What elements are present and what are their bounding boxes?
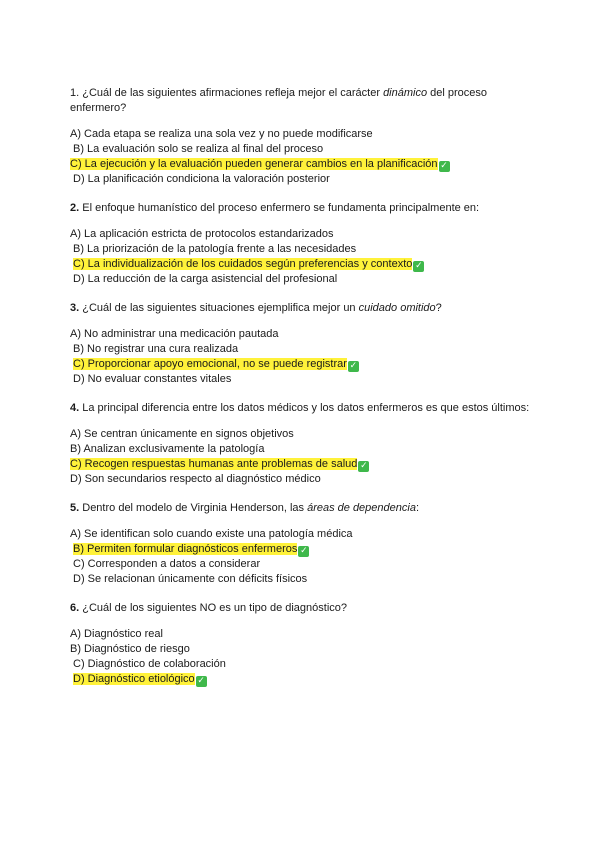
answer-option-correct (70, 157, 540, 172)
answer-option-text: C) Corresponden a datos a considerar (73, 558, 261, 570)
answer-option-text: C) Recogen respuestas humanas ante problemas de salud (70, 458, 358, 470)
answer-option-text: D) Diagnóstico etiológico (73, 673, 195, 685)
check-mark-icon: ✓ (415, 261, 423, 271)
question-text: El enfoque humanístico del proceso enfermero se fundamenta principalmente en: (82, 202, 480, 214)
answer-option-text: D) La planificación condiciona la valoración posterior (73, 173, 330, 185)
question-number: 2. (70, 202, 80, 214)
question-emphasis: cuidado omitido (358, 302, 436, 314)
answer-option (70, 142, 540, 157)
answer-option (70, 657, 540, 672)
question-text-end: : (415, 502, 420, 514)
question-emphasis: dinámico (383, 87, 428, 99)
question-number: 5. (70, 502, 80, 514)
answer-option-correct (70, 672, 540, 687)
question-stem (70, 86, 540, 116)
question-text-end: del proceso enfermero? (70, 87, 488, 114)
answer-option-text: D) No evaluar constantes vitales (73, 373, 232, 385)
answer-option-correct (70, 257, 540, 272)
answer-option-text: D) Son secundarios respecto al diagnóstico médico (70, 473, 321, 485)
answer-option (70, 442, 540, 457)
answer-option (70, 327, 540, 342)
answer-option-text: B) No registrar una cura realizada (73, 343, 239, 355)
question-text-end: ? (435, 302, 442, 314)
check-mark-icon: ✓ (197, 676, 205, 686)
answer-option-text: D) La reducción de la carga asistencial del profesional (73, 273, 338, 285)
question-3 (70, 301, 540, 387)
answer-option-text: A) No administrar una medicación pautada (70, 328, 279, 340)
check-mark-icon: ✓ (300, 546, 308, 556)
question-text: ¿Cuál de las siguientes afirmaciones refleja mejor el carácter (82, 87, 384, 99)
answer-option-text: C) La ejecución y la evaluación pueden generar cambios en la planificación (70, 158, 438, 170)
question-text: Dentro del modelo de Virginia Henderson, las (82, 502, 308, 514)
question-number: 1. (70, 87, 80, 99)
question-stem (70, 301, 540, 316)
answer-option (70, 342, 540, 357)
answer-option-text: B) Diagnóstico de riesgo (70, 643, 190, 655)
question-number: 6. (70, 602, 80, 614)
answer-option-correct (70, 357, 540, 372)
answer-option (70, 427, 540, 442)
answer-option-text: B) Analizan exclusivamente la patología (70, 443, 265, 455)
answer-option-text: A) Se identifican solo cuando existe una patología médica (70, 528, 353, 540)
question-stem (70, 501, 540, 516)
answer-option-text: C) La individualización de los cuidados según preferencias y contexto (73, 258, 413, 270)
answer-option-text: D) Se relacionan únicamente con déficits físicos (73, 573, 308, 585)
question-number: 3. (70, 302, 80, 314)
answer-option (70, 227, 540, 242)
answer-option-text: C) Diagnóstico de colaboración (73, 658, 226, 670)
answer-option-text: B) La evaluación solo se realiza al final del proceso (73, 143, 324, 155)
answer-option (70, 472, 540, 487)
question-1 (70, 86, 540, 187)
answer-option-text: A) Diagnóstico real (70, 628, 163, 640)
quiz-document (70, 86, 540, 701)
question-number: 4. (70, 402, 80, 414)
answer-option (70, 372, 540, 387)
answer-option (70, 272, 540, 287)
answer-option-text: B) La priorización de la patología frente a las necesidades (73, 243, 357, 255)
question-text: ¿Cuál de las siguientes situaciones ejemplifica mejor un (82, 302, 359, 314)
answer-option (70, 642, 540, 657)
question-4 (70, 401, 540, 487)
check-mark-icon: ✓ (440, 161, 448, 171)
answer-option (70, 627, 540, 642)
question-2 (70, 201, 540, 287)
check-mark-icon: ✓ (360, 461, 368, 471)
answer-option (70, 127, 540, 142)
question-text: La principal diferencia entre los datos médicos y los datos enfermeros es que estos últimos: (82, 402, 530, 414)
answer-option-correct (70, 542, 540, 557)
question-stem (70, 601, 540, 616)
question-emphasis: áreas de dependencia (307, 502, 416, 514)
answer-option (70, 527, 540, 542)
answer-option-text: C) Proporcionar apoyo emocional, no se puede registrar (73, 358, 347, 370)
answer-option-text: B) Permiten formular diagnósticos enfermeros (73, 543, 298, 555)
question-5 (70, 501, 540, 587)
question-stem (70, 401, 540, 416)
answer-option (70, 557, 540, 572)
question-6 (70, 601, 540, 687)
answer-option (70, 572, 540, 587)
question-stem (70, 201, 540, 216)
question-text: ¿Cuál de los siguientes NO es un tipo de diagnóstico? (82, 602, 348, 614)
check-mark-icon: ✓ (349, 361, 358, 371)
answer-option-text: A) Cada etapa se realiza una sola vez y no puede modificarse (70, 128, 373, 140)
answer-option (70, 172, 540, 187)
answer-option (70, 242, 540, 257)
answer-option-text: A) La aplicación estricta de protocolos estandarizados (70, 228, 334, 240)
answer-option-text: A) Se centran únicamente en signos objetivos (70, 428, 294, 440)
answer-option-correct (70, 457, 540, 472)
